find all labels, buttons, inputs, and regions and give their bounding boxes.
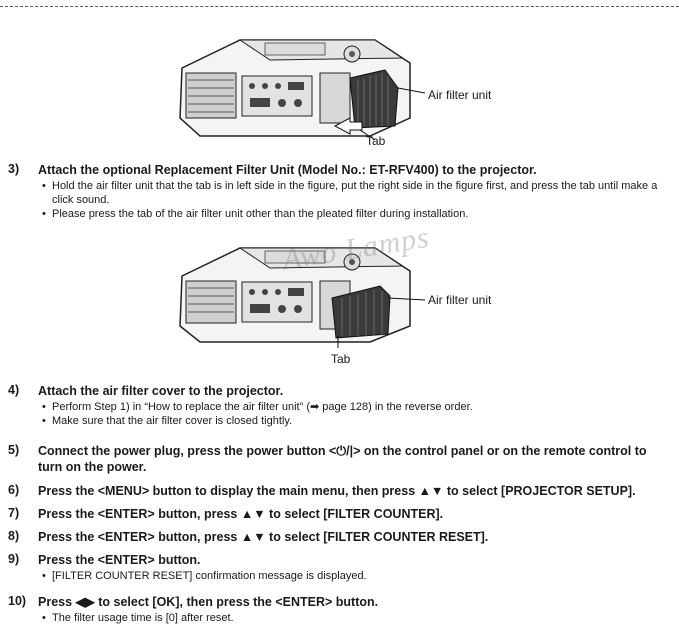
step-number: 6): [8, 483, 20, 497]
step-heading: Press the <ENTER> button, press ▲▼ to select [FILTER COUNTER].: [38, 507, 444, 521]
bullet-item: • Please press the tab of the air filter unit other than the pleated filter during installation.: [42, 207, 672, 221]
step-number: 8): [8, 529, 20, 543]
tab-label-2: Tab: [331, 352, 351, 366]
step-number: 3): [8, 162, 20, 176]
step-heading: Press the <ENTER> button, press ▲▼ to select [FILTER COUNTER RESET].: [38, 530, 489, 544]
bullet-item: • Perform Step 1) in “How to replace the air filter unit” (➡ page 128) in the reverse order.: [42, 400, 672, 414]
bullet-item: • Hold the air filter unit that the tab is in left side in the figure, put the right side in the figure first, and press the tab until make a click sound.: [42, 179, 672, 207]
projector-illustration-1: [170, 18, 430, 148]
air-filter-unit-label-2: Air filter unit: [428, 293, 492, 307]
step-8: [8, 529, 672, 545]
step-bullets: [42, 179, 672, 221]
step-bullets: [42, 400, 672, 428]
top-divider: [0, 6, 679, 7]
step-4: [8, 383, 672, 428]
step-heading: Press the <ENTER> button.: [38, 553, 201, 567]
step-heading: Press ◀▶ to select [OK], then press the <ENTER> button.: [38, 595, 379, 609]
air-filter-unit-label-1: Air filter unit: [428, 88, 492, 102]
step-number: 4): [8, 383, 20, 397]
watermark-text: Awo Lamps: [280, 220, 432, 277]
step-9: [8, 552, 672, 583]
step-number: 9): [8, 552, 20, 566]
step-number: 7): [8, 506, 20, 520]
step-heading: Attach the air filter cover to the projector.: [38, 384, 284, 398]
bullet-item: • [FILTER COUNTER RESET] confirmation message is displayed.: [42, 569, 672, 583]
step-number: 5): [8, 443, 20, 457]
step-heading: Press the <MENU> button to display the main menu, then press ▲▼ to select [PROJECTOR SETUP].: [38, 484, 636, 498]
projector-figure-1: [170, 18, 430, 148]
step-5: [8, 443, 672, 475]
step-heading: Connect the power plug, press the power button <⏻/|> on the control panel or on the remote control to turn on the power.: [38, 444, 647, 474]
step-number: 10): [8, 594, 27, 608]
bullet-item: • Make sure that the air filter cover is closed tightly.: [42, 414, 672, 428]
step-10: [8, 594, 672, 625]
step-heading: Attach the optional Replacement Filter Unit (Model No.: ET-RFV400) to the projector.: [38, 163, 537, 177]
step-7: [8, 506, 672, 522]
step-bullets: [42, 611, 672, 625]
tab-label-1: Tab: [366, 134, 386, 148]
step-3: [8, 162, 672, 221]
step-6: [8, 483, 672, 499]
bullet-item: • The filter usage time is [0] after reset.: [42, 611, 672, 625]
step-bullets: [42, 569, 672, 583]
